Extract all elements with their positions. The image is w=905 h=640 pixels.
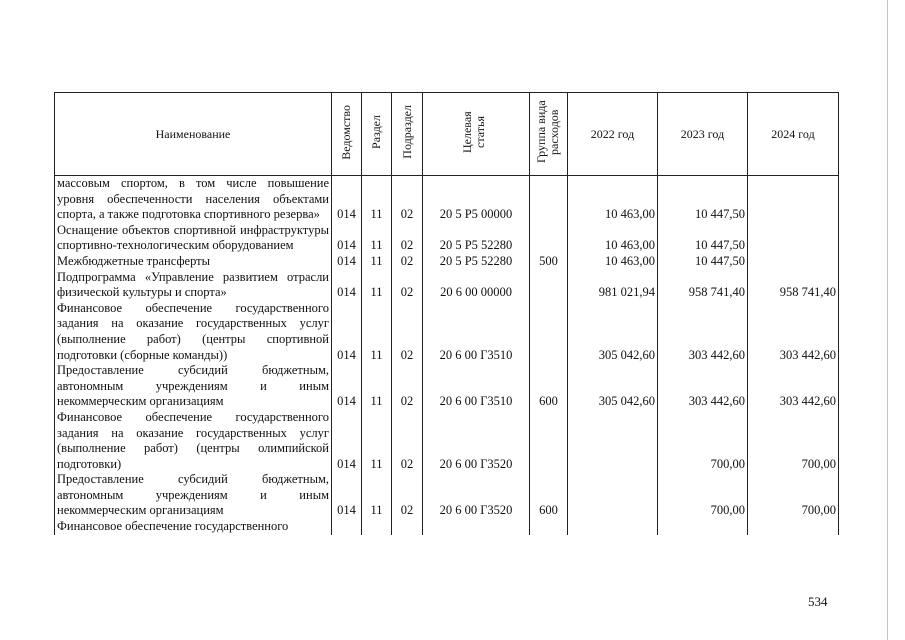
cell-target-article: 20 5 P5 52280: [423, 254, 530, 270]
cell-2024: [748, 519, 839, 535]
cell-section: 11: [362, 254, 392, 270]
cell-2023: 700,00: [658, 472, 748, 519]
cell-section: 11: [362, 223, 392, 254]
cell-2022: 305 042,60: [568, 301, 658, 363]
cell-expense-group: 600: [530, 472, 568, 519]
table-row: [55, 254, 839, 270]
cell-2024: 700,00: [748, 410, 839, 472]
cell-2023: 700,00: [658, 410, 748, 472]
cell-expense-group: [530, 519, 568, 535]
cell-2024: [748, 176, 839, 223]
cell-section: 11: [362, 176, 392, 223]
table-row: [55, 223, 839, 254]
cell-section: 11: [362, 472, 392, 519]
cell-2024: [748, 223, 839, 254]
cell-name: Межбюджетные трансферты: [55, 254, 332, 270]
cell-2023: 10 447,50: [658, 254, 748, 270]
cell-section: 11: [362, 410, 392, 472]
header-expense-group: Группа вида расходов: [530, 93, 568, 176]
cell-section: [362, 519, 392, 535]
cell-subsection: 02: [392, 301, 423, 363]
cell-expense-group: [530, 176, 568, 223]
cell-section: 11: [362, 270, 392, 301]
cell-2024: 303 442,60: [748, 301, 839, 363]
cell-target-article: 20 5 P5 52280: [423, 223, 530, 254]
cell-department: 014: [332, 363, 362, 410]
cell-name: массовым спортом, в том числе повышение уровня обеспеченности населения объектами спорта, а также подготовка спортивного резерва»: [55, 176, 332, 223]
cell-department: [332, 519, 362, 535]
cell-2024: 303 442,60: [748, 363, 839, 410]
cell-name: Финансовое обеспечение государственного задания на оказание государственных услуг (выполнение работ) (центры олимпийской подготовки): [55, 410, 332, 472]
header-target-article: Целевая статья: [423, 93, 530, 176]
cell-2023: 303 442,60: [658, 301, 748, 363]
cell-target-article: 20 6 00 Г3520: [423, 472, 530, 519]
cell-department: 014: [332, 223, 362, 254]
header-subsection: Подраздел: [392, 93, 423, 176]
header-2023: 2023 год: [658, 93, 748, 176]
cell-department: 014: [332, 270, 362, 301]
cell-2022: 10 463,00: [568, 254, 658, 270]
header-2022: 2022 год: [568, 93, 658, 176]
cell-2022: [568, 519, 658, 535]
cell-target-article: 20 6 00 00000: [423, 270, 530, 301]
cell-2022: 10 463,00: [568, 176, 658, 223]
cell-2024: [748, 254, 839, 270]
cell-2022: [568, 472, 658, 519]
cell-subsection: 02: [392, 363, 423, 410]
page-edge-line: [887, 0, 888, 640]
cell-target-article: [423, 519, 530, 535]
cell-2022: 981 021,94: [568, 270, 658, 301]
table-row: [55, 301, 839, 363]
cell-name: Финансовое обеспечение государственного: [55, 519, 332, 535]
cell-department: 014: [332, 472, 362, 519]
cell-expense-group: [530, 223, 568, 254]
cell-expense-group: [530, 270, 568, 301]
table-row: [55, 176, 839, 223]
cell-expense-group: 600: [530, 363, 568, 410]
cell-target-article: 20 5 P5 00000: [423, 176, 530, 223]
table-body: [55, 176, 839, 535]
cell-department: 014: [332, 254, 362, 270]
cell-name: Финансовое обеспечение государственного задания на оказание государственных услуг (выполнение работ) (центры спортивной подготовки (сборные команды)): [55, 301, 332, 363]
header-name: Наименование: [55, 93, 332, 176]
page-number: 534: [808, 594, 828, 609]
cell-expense-group: [530, 301, 568, 363]
cell-name: Предоставление субсидий бюджетным, автономным учреждениям и иным некоммерческим организациям: [55, 472, 332, 519]
header-department: Ведомство: [332, 93, 362, 176]
cell-2023: 10 447,50: [658, 223, 748, 254]
table-header-row: [55, 93, 839, 176]
cell-2023: [658, 519, 748, 535]
cell-department: 014: [332, 410, 362, 472]
cell-subsection: [392, 519, 423, 535]
cell-section: 11: [362, 363, 392, 410]
cell-expense-group: [530, 410, 568, 472]
cell-expense-group: 500: [530, 254, 568, 270]
cell-2024: 700,00: [748, 472, 839, 519]
cell-2023: 10 447,50: [658, 176, 748, 223]
cell-section: 11: [362, 301, 392, 363]
cell-name: Предоставление субсидий бюджетным, автономным учреждениям и иным некоммерческим организациям: [55, 363, 332, 410]
cell-target-article: 20 6 00 Г3510: [423, 363, 530, 410]
cell-2024: 958 741,40: [748, 270, 839, 301]
cell-subsection: 02: [392, 410, 423, 472]
header-2024: 2024 год: [748, 93, 839, 176]
table-row: [55, 410, 839, 472]
table-row: [55, 472, 839, 519]
cell-subsection: 02: [392, 176, 423, 223]
cell-2023: 958 741,40: [658, 270, 748, 301]
cell-subsection: 02: [392, 254, 423, 270]
cell-department: 014: [332, 176, 362, 223]
budget-table: [54, 92, 839, 535]
cell-2022: 10 463,00: [568, 223, 658, 254]
cell-name: Подпрограмма «Управление развитием отрасли физической культуры и спорта»: [55, 270, 332, 301]
cell-department: 014: [332, 301, 362, 363]
cell-subsection: 02: [392, 223, 423, 254]
cell-2023: 303 442,60: [658, 363, 748, 410]
table-row: [55, 270, 839, 301]
header-section: Раздел: [362, 93, 392, 176]
table-row: [55, 363, 839, 410]
cell-subsection: 02: [392, 472, 423, 519]
cell-2022: [568, 410, 658, 472]
cell-subsection: 02: [392, 270, 423, 301]
cell-target-article: 20 6 00 Г3510: [423, 301, 530, 363]
cell-2022: 305 042,60: [568, 363, 658, 410]
cell-target-article: 20 6 00 Г3520: [423, 410, 530, 472]
cell-name: Оснащение объектов спортивной инфраструктуры спортивно-технологическим оборудованием: [55, 223, 332, 254]
table-row: [55, 519, 839, 535]
